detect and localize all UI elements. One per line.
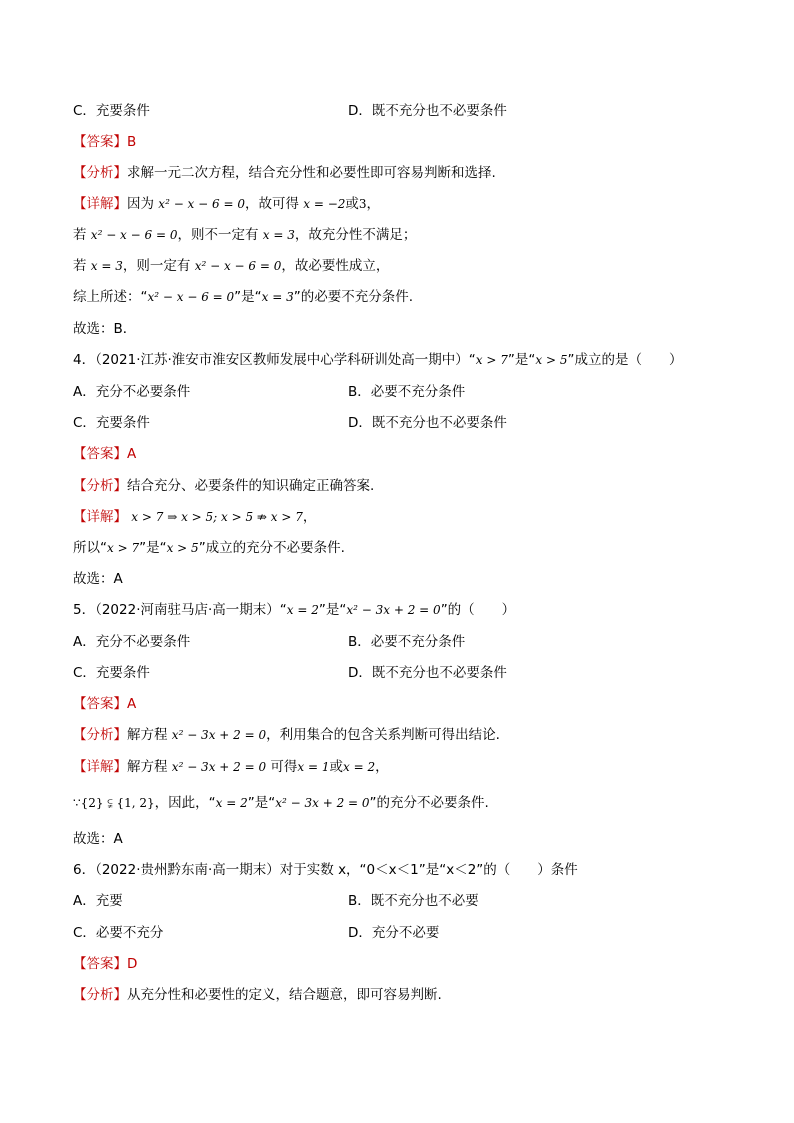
text: ，则一定有 bbox=[122, 258, 191, 274]
q4-answer bbox=[73, 445, 136, 463]
text: ”的（ ） bbox=[440, 602, 516, 618]
q3-detail-line2 bbox=[73, 226, 416, 244]
math-expr: x² − x − 6 = 0 bbox=[90, 228, 178, 242]
q3-detail-line1 bbox=[73, 195, 380, 213]
text: 5．（2022·河南驻马店·高一期末）“ bbox=[73, 602, 287, 618]
math-expr: x > 7 bbox=[475, 353, 508, 367]
text: 若 bbox=[73, 258, 87, 274]
analysis-tag: 【分析】 bbox=[73, 987, 127, 1003]
math-expr: x = 3 bbox=[262, 228, 295, 242]
text: 解方程 bbox=[127, 727, 168, 743]
text: ”成立的是（ ） bbox=[567, 352, 683, 368]
math-expr: x = 1 bbox=[297, 760, 330, 774]
analysis-tag: 【分析】 bbox=[73, 478, 127, 494]
math-expr: x > 5 bbox=[535, 353, 568, 367]
text: ，利用集合的包含关系判断可得出结论. bbox=[266, 727, 500, 743]
text: 或 bbox=[329, 759, 343, 775]
text: ”的充分不必要条件. bbox=[369, 795, 489, 811]
answer-value: A bbox=[127, 696, 137, 712]
q4-option-d: D．既不充分也不必要条件 bbox=[348, 415, 507, 431]
q6-option-b: B．既不充分也不必要 bbox=[348, 893, 479, 909]
q3-analysis bbox=[73, 164, 496, 182]
answer-tag: 【答案】 bbox=[73, 134, 127, 150]
text: ”是“ bbox=[318, 602, 347, 618]
text: 若 bbox=[73, 227, 87, 243]
text: 解方程 bbox=[127, 759, 168, 775]
q5-stem bbox=[73, 601, 515, 619]
q6-option-a: A．充要 bbox=[73, 893, 123, 909]
math-expr: ∵{2} ⫋ {1, 2} bbox=[73, 796, 155, 810]
q5-choice: 故选：A bbox=[73, 831, 123, 847]
text: ， bbox=[302, 509, 317, 525]
q5-option-c: C．充要条件 bbox=[73, 665, 150, 681]
math-expr: x² − x − 6 = 0 bbox=[194, 259, 282, 273]
math-expr: x = 2 bbox=[343, 760, 376, 774]
q4-detail-line2 bbox=[73, 539, 345, 557]
answer-value: B bbox=[127, 134, 137, 150]
text: ”的必要不充分条件. bbox=[293, 289, 414, 305]
math-expr: 3 bbox=[358, 197, 367, 211]
math-expr: x > 7 ⇒ x > 5; x > 5 ⇏ x > 7 bbox=[131, 510, 303, 524]
detail-tag: 【详解】 bbox=[73, 759, 127, 775]
detail-tag: 【详解】 bbox=[73, 509, 127, 525]
q3-options-cd bbox=[73, 102, 507, 120]
text: 可得 bbox=[270, 759, 298, 775]
q3-choice: 故选：B． bbox=[73, 321, 137, 337]
q5-option-a: A．充分不必要条件 bbox=[73, 634, 191, 650]
math-expr: x = 2 bbox=[215, 796, 248, 810]
text: ，故必要性成立， bbox=[281, 258, 390, 274]
text: ，故可得 bbox=[244, 196, 299, 212]
q3-answer bbox=[73, 133, 136, 151]
math-expr: x² − 3x + 2 = 0 bbox=[275, 796, 370, 810]
text: ”成立的充分不必要条件. bbox=[198, 540, 345, 556]
text: 所以“ bbox=[73, 540, 107, 556]
text: ，故充分性不满足； bbox=[294, 227, 417, 243]
text: 因为 bbox=[127, 196, 154, 212]
q4-option-b: B．必要不充分条件 bbox=[348, 384, 466, 400]
q4-options-cd bbox=[73, 414, 507, 432]
q5-detail-line2 bbox=[73, 794, 489, 812]
text: ”是“ bbox=[507, 352, 536, 368]
answer-value: D bbox=[127, 956, 138, 972]
text: ， bbox=[366, 196, 381, 212]
q6-options-cd bbox=[73, 924, 440, 942]
text: ，则不一定有 bbox=[177, 227, 259, 243]
math-expr: x = 3 bbox=[90, 259, 123, 273]
analysis-text: 求解一元二次方程，结合充分性和必要性即可容易判断和选择. bbox=[127, 165, 496, 181]
math-expr: x = −2 bbox=[303, 197, 346, 211]
math-expr: x² − 3x + 2 = 0 bbox=[171, 728, 267, 742]
q5-options-ab bbox=[73, 633, 466, 651]
q3-option-d: D．既不充分也不必要条件 bbox=[348, 103, 507, 119]
q3-detail-line3 bbox=[73, 257, 389, 275]
q3-option-c: C．充要条件 bbox=[73, 103, 150, 119]
q5-option-b: B．必要不充分条件 bbox=[348, 634, 466, 650]
q4-choice: 故选：A bbox=[73, 571, 123, 587]
math-expr: x² − x − 6 = 0 bbox=[147, 290, 235, 304]
q4-option-a: A．充分不必要条件 bbox=[73, 384, 191, 400]
q4-analysis bbox=[73, 477, 374, 495]
q6-option-d: D．充分不必要 bbox=[348, 925, 440, 941]
math-expr: x² − 3x + 2 = 0 bbox=[171, 760, 267, 774]
answer-tag: 【答案】 bbox=[73, 446, 127, 462]
math-expr: x² − x − 6 = 0 bbox=[158, 197, 245, 211]
math-expr: x = 2 bbox=[286, 603, 319, 617]
text: 或 bbox=[345, 196, 359, 212]
q6-answer bbox=[73, 955, 137, 973]
text: ，因此，“ bbox=[154, 795, 216, 811]
text: 综上所述：“ bbox=[73, 289, 148, 305]
text: ”是“ bbox=[139, 540, 167, 556]
q5-answer bbox=[73, 695, 136, 713]
text: ， bbox=[375, 759, 389, 775]
q6-analysis bbox=[73, 986, 442, 1004]
math-expr: x = 3 bbox=[261, 290, 294, 304]
math-expr: x > 5 bbox=[166, 541, 199, 555]
analysis-tag: 【分析】 bbox=[73, 727, 127, 743]
q4-option-c: C．充要条件 bbox=[73, 415, 150, 431]
q6-options-ab bbox=[73, 892, 479, 910]
q4-options-ab bbox=[73, 383, 466, 401]
q5-detail-line1 bbox=[73, 758, 389, 776]
q4-detail-line1 bbox=[73, 508, 316, 526]
q5-analysis bbox=[73, 726, 500, 744]
text: ”是“ bbox=[247, 795, 276, 811]
analysis-text: 结合充分、必要条件的知识确定正确答案. bbox=[127, 478, 375, 494]
q6-stem: 6．（2022·贵州黔东南·高一期末）对于实数 x，“0＜x＜1”是“x＜2”的（ ）条件 bbox=[73, 862, 578, 878]
analysis-text: 从充分性和必要性的定义，结合题意，即可容易判断. bbox=[127, 987, 442, 1003]
q3-detail-line4 bbox=[73, 288, 413, 306]
math-expr: x² − 3x + 2 = 0 bbox=[346, 603, 441, 617]
detail-tag: 【详解】 bbox=[73, 196, 127, 212]
answer-tag: 【答案】 bbox=[73, 696, 127, 712]
q6-option-c: C．必要不充分 bbox=[73, 925, 164, 941]
answer-value: A bbox=[127, 446, 137, 462]
analysis-tag: 【分析】 bbox=[73, 165, 127, 181]
answer-tag: 【答案】 bbox=[73, 956, 127, 972]
text: ”是“ bbox=[234, 289, 262, 305]
q5-option-d: D．既不充分也不必要条件 bbox=[348, 665, 507, 681]
q5-options-cd bbox=[73, 664, 507, 682]
q4-stem bbox=[73, 351, 682, 369]
text: 4．（2021·江苏·淮安市淮安区教师发展中心学科研训处高一期中）“ bbox=[73, 352, 476, 368]
math-expr: x > 7 bbox=[107, 541, 140, 555]
